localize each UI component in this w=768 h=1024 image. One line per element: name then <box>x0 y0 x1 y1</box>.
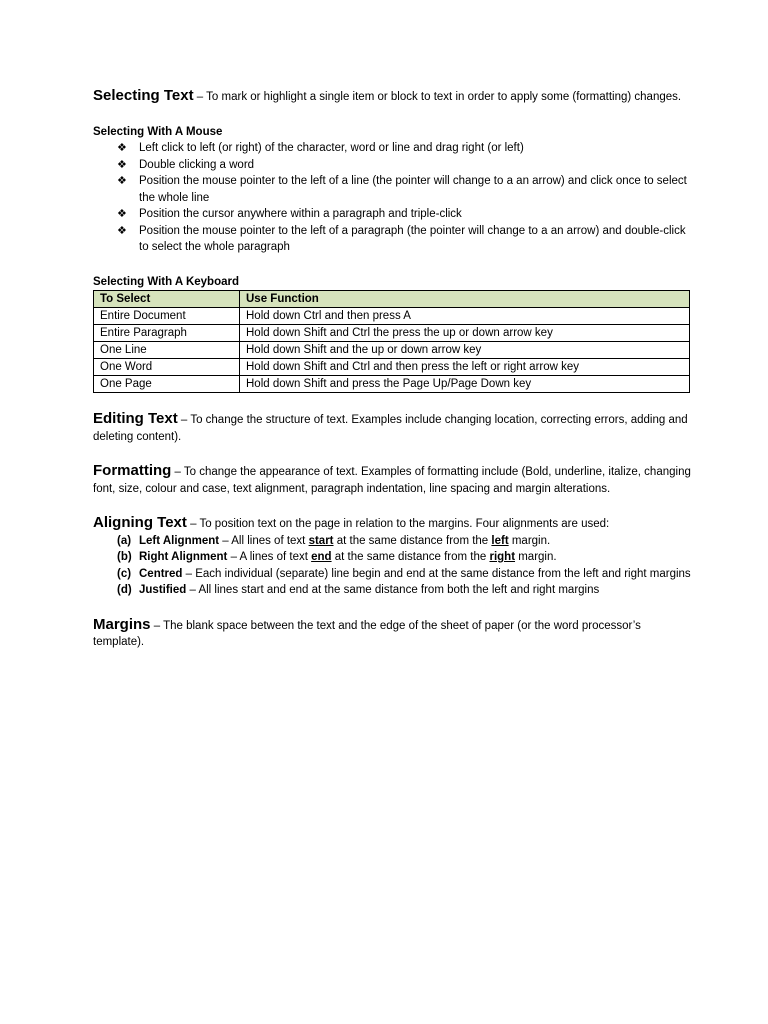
alignment-label: Left Alignment <box>139 534 220 547</box>
alignment-list <box>93 533 693 599</box>
column-header-use-function: Use Function <box>240 291 690 308</box>
diamond-bullet-icon: ❖ <box>117 142 127 154</box>
list-item-text: Left click to left (or right) of the character, word or line and drag right (or left) <box>139 142 524 154</box>
editing-text-heading: Editing Text <box>93 410 178 427</box>
table-row <box>94 376 690 393</box>
column-header-to-select: To Select <box>94 291 240 308</box>
aligning-text-body: – To position text on the page in relation to the margins. Four alignments are used: <box>186 518 610 530</box>
alignment-label: Justified <box>139 584 187 596</box>
list-item <box>117 549 693 566</box>
aligning-text-heading: Aligning Text <box>93 514 187 531</box>
keyboard-heading: Selecting With A Keyboard <box>93 275 240 288</box>
table-cell: Hold down Ctrl and then press A <box>240 308 690 325</box>
margins-body: – The blank space between the text and the edge of the sheet of paper (or the word processor’s template). <box>93 619 641 648</box>
table-row <box>94 359 690 376</box>
keyboard-table <box>93 290 690 393</box>
diamond-bullet-icon: ❖ <box>117 175 127 187</box>
table-header-row <box>94 291 690 308</box>
table-row <box>94 308 690 325</box>
underlined-term: left <box>491 534 509 547</box>
diamond-bullet-icon: ❖ <box>117 158 127 171</box>
selecting-text-heading: Selecting Text <box>93 87 194 104</box>
formatting-heading: Formatting <box>93 462 172 479</box>
alignment-text: margin. <box>508 534 551 547</box>
diamond-bullet-icon: ❖ <box>117 208 127 220</box>
table-cell: Entire Paragraph <box>94 325 240 342</box>
table-cell: One Word <box>94 359 240 376</box>
table-cell: Hold down Shift and Ctrl and then press the left or right arrow key <box>240 359 690 376</box>
underlined-term: right <box>489 551 516 563</box>
list-item-text: Position the cursor anywhere within a paragraph and triple-click <box>139 208 462 220</box>
table-cell: One Line <box>94 342 240 359</box>
margins-heading: Margins <box>93 615 151 633</box>
table-cell: Entire Document <box>94 308 240 325</box>
alignment-text: – All lines of text <box>219 534 309 547</box>
document-content <box>93 88 693 651</box>
alignment-text: – All lines start and end at the same distance from both the left and right margins <box>186 584 600 596</box>
alignment-text: – A lines of text <box>227 551 312 563</box>
list-marker: (a) <box>117 534 132 547</box>
diamond-bullet-icon: ❖ <box>117 224 127 237</box>
alignment-text: margin. <box>515 551 557 563</box>
aligning-text-paragraph <box>93 515 693 533</box>
mouse-list <box>93 140 693 256</box>
list-item <box>117 223 693 256</box>
table-row <box>94 342 690 359</box>
formatting-body: – To change the appearance of text. Examples of formatting include (Bold, underline, italize, changing font, size, colour and case, text alignment, paragraph indentation, line spacing and margin alterations. <box>93 466 691 495</box>
alignment-text: at the same distance from the <box>331 551 490 563</box>
selecting-text-paragraph <box>93 88 693 106</box>
list-item-text: Position the mouse pointer to the left of a paragraph (the pointer will change to a an arrow) and double-click to select the whole paragraph <box>139 224 686 253</box>
alignment-text: – Each individual (separate) line begin and end at the same distance from the left and right margins <box>182 567 691 580</box>
list-marker: (c) <box>117 567 132 580</box>
margins-paragraph <box>93 617 693 651</box>
list-marker: (b) <box>117 551 132 563</box>
underlined-term: end <box>311 551 332 563</box>
list-item <box>117 157 693 174</box>
list-item <box>117 173 693 206</box>
editing-text-paragraph <box>93 411 693 445</box>
table-cell: Hold down Shift and Ctrl the press the up or down arrow key <box>240 325 690 342</box>
table-cell: Hold down Shift and the up or down arrow key <box>240 342 690 359</box>
table-cell: Hold down Shift and press the Page Up/Page Down key <box>240 376 690 393</box>
alignment-text: at the same distance from the <box>333 534 492 547</box>
mouse-heading: Selecting With A Mouse <box>93 125 223 138</box>
table-cell: One Page <box>94 376 240 393</box>
table-row <box>94 325 690 342</box>
alignment-label: Centred <box>139 567 183 580</box>
formatting-paragraph <box>93 463 693 497</box>
list-item-text: Position the mouse pointer to the left of a line (the pointer will change to a an arrow) and click once to select the whole line <box>139 175 687 204</box>
list-item <box>117 206 693 223</box>
editing-text-body: – To change the structure of text. Examples include changing location, correcting errors, adding and deleting content). <box>93 414 688 443</box>
selecting-text-body: – To mark or highlight a single item or block to text in order to apply some (formatting) changes. <box>193 91 682 103</box>
alignment-label: Right Alignment <box>139 551 228 563</box>
list-item <box>117 140 693 157</box>
list-item-text: Double clicking a word <box>139 158 255 171</box>
list-item <box>117 533 693 550</box>
list-marker: (d) <box>117 584 132 596</box>
underlined-term: start <box>308 534 334 547</box>
list-item <box>117 566 693 583</box>
list-item <box>117 582 693 599</box>
